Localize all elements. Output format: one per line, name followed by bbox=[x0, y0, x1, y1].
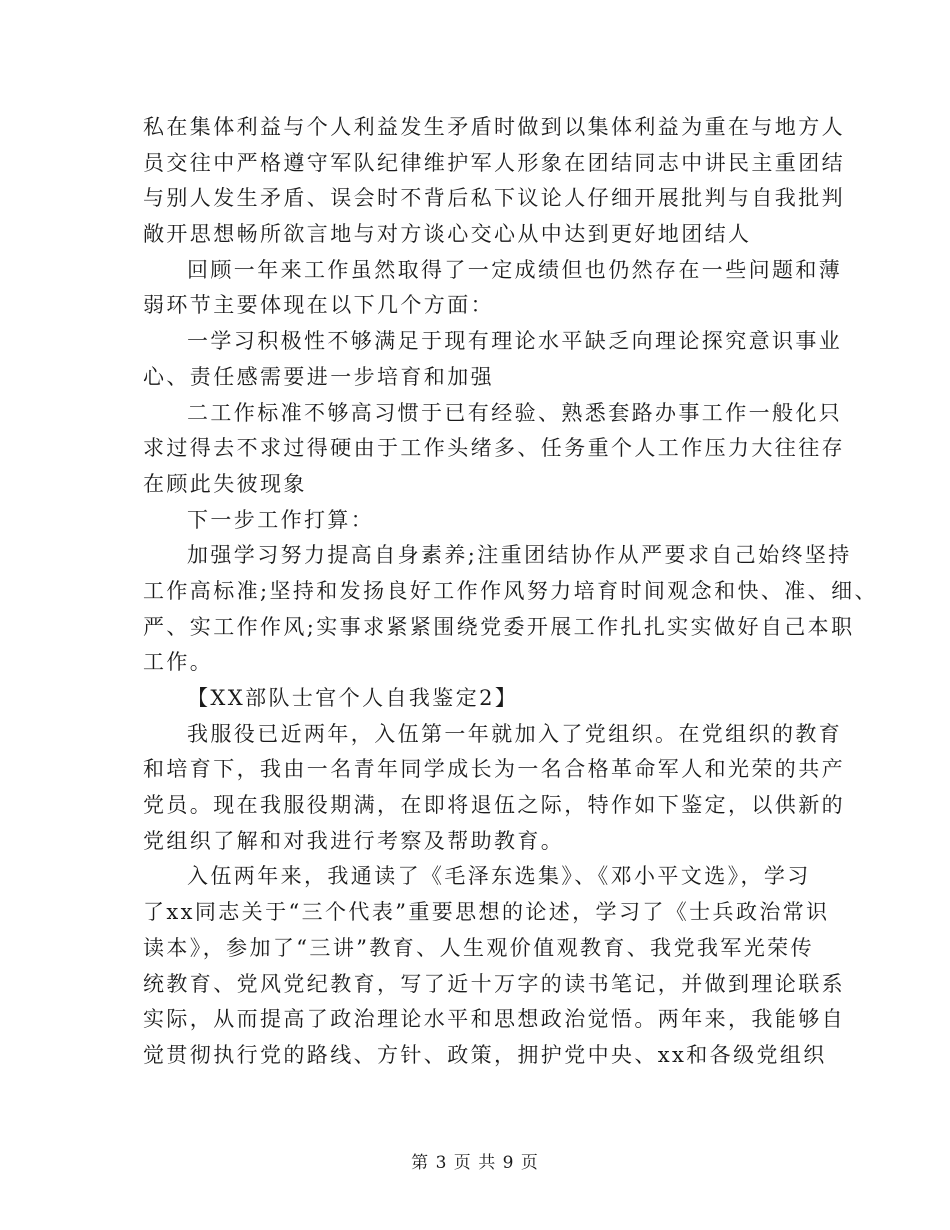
text-line: 统教育、党风党纪教育，写了近十万字的读书笔记，并做到理论联系 bbox=[143, 971, 845, 996]
text-line: 加强学习努力提高自身素养;注重团结协作从严要求自己始终坚持 bbox=[187, 543, 852, 568]
text-line: 党员。现在我服役期满，在即将退伍之际，特作如下鉴定，以供新的 bbox=[143, 793, 845, 818]
text-line: 我服役已近两年，入伍第一年就加入了党组织。在党组织的教育 bbox=[187, 721, 843, 746]
text-line: 敞开思想畅所欲言地与对方谈心交心从中达到更好地团结人 bbox=[143, 222, 752, 247]
text-line: 【XX部队士官个人自我鉴定2】 bbox=[187, 686, 519, 710]
text-line: 心、责任感需要进一步培育和加强 bbox=[143, 364, 494, 389]
text-line: 和培育下，我由一名青年同学成长为一名合格革命军人和光荣的共产 bbox=[143, 757, 845, 782]
text-line: 二工作标准不够高习惯于已有经验、熟悉套路办事工作一般化只 bbox=[187, 400, 843, 425]
text-line: 读本》，参加了“三讲”教育、人生观价值观教育、我党我军光荣传 bbox=[143, 935, 814, 960]
text-line: 弱环节主要体现在以下几个方面： bbox=[143, 293, 494, 318]
page-footer: 第 3 页 共 9 页 bbox=[411, 1153, 539, 1173]
text-line: 与别人发生矛盾、误会时不背后私下议论人仔细开展批判与自我批判 bbox=[143, 186, 845, 211]
text-line: 严、实工作作风;实事求紧紧围绕党委开展工作扎扎实实做好自己本职 bbox=[143, 614, 855, 639]
text-line: 实际，从而提高了政治理论水平和思想政治觉悟。两年来，我能够自 bbox=[143, 1007, 845, 1032]
text-line: 党组织了解和对我进行考察及帮助教育。 bbox=[143, 828, 565, 853]
text-line: 觉贯彻执行党的路线、方针、政策，拥护党中央、xx和各级党组织 bbox=[143, 1042, 827, 1067]
text-line: 一学习积极性不够满足于现有理论水平缺乏向理论探究意识事业 bbox=[187, 329, 843, 354]
text-line: 工作。 bbox=[143, 650, 214, 675]
text-line: 在顾此失彼现象 bbox=[143, 471, 307, 496]
text-line: 下一步工作打算： bbox=[187, 507, 375, 532]
text-line: 了xx同志关于“三个代表”重要思想的论述，学习了《士兵政治常识 bbox=[143, 900, 830, 925]
text-line: 私在集体利益与个人利益发生矛盾时做到以集体利益为重在与地方人 bbox=[143, 115, 845, 139]
text-line: 回顾一年来工作虽然取得了一定成绩但也仍然存在一些问题和薄 bbox=[187, 257, 843, 282]
document-body bbox=[143, 110, 878, 1074]
text-line: 求过得去不求过得硬由于工作头绪多、任务重个人工作压力大往往存 bbox=[143, 436, 845, 461]
text-line: 员交往中严格遵守军队纪律维护军人形象在团结同志中讲民主重团结 bbox=[143, 150, 845, 175]
text-line: 工作高标准;坚持和发扬良好工作作风努力培育时间观念和快、准、细、 bbox=[143, 578, 878, 603]
text-line: 入伍两年来，我通读了《毛泽东选集》、《邓小平文选》，学习 bbox=[187, 864, 811, 889]
